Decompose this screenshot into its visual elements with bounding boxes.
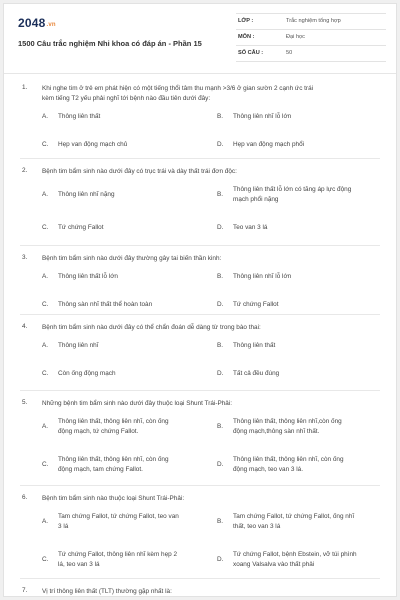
option-letter: A. (42, 518, 49, 525)
option-letter: B. (217, 273, 224, 280)
option-text-line: lá, teo van 3 lá (58, 561, 100, 568)
option-text (58, 341, 208, 351)
option-text (58, 550, 208, 570)
question-number: 4. (22, 323, 28, 330)
option-letter: C. (42, 556, 49, 563)
option-text (58, 417, 208, 437)
answer-option[interactable] (42, 455, 202, 475)
logo-number: 2048 (18, 16, 46, 30)
option-text-line: Hẹp van động mạch phổi (233, 141, 305, 148)
option-letter: C. (42, 141, 49, 148)
answer-option[interactable] (42, 369, 202, 379)
answer-option[interactable] (217, 140, 377, 150)
question-number: 3. (22, 254, 28, 261)
option-text-line: thất, teo van 3 lá (233, 523, 281, 530)
option-text-line: Thông liên thất (58, 113, 101, 120)
option-text-line: mạch phổi nặng (233, 196, 279, 203)
option-letter: B. (217, 113, 224, 120)
option-letter: D. (217, 224, 224, 231)
question-item (4, 587, 396, 597)
document-title: 1500 Câu trắc nghiệm Nhi khoa có đáp án - Phần 15 (18, 39, 202, 48)
option-text-line: Thông liên thất (233, 342, 276, 349)
option-letter: A. (42, 423, 49, 430)
option-text-line: Thông liên nhĩ lỗ lớn (233, 113, 292, 120)
option-text-line: Tam chứng Fallot, tứ chứng Fallot, ống nhĩ (233, 513, 355, 520)
question-item (4, 167, 396, 231)
option-text (233, 550, 383, 570)
option-text (58, 190, 208, 200)
answer-option[interactable] (42, 185, 202, 205)
option-text-line: động mạch,thông sàn nhĩ thất. (233, 428, 320, 435)
option-letter: B. (217, 423, 224, 430)
answer-option[interactable] (42, 341, 202, 351)
option-letter: A. (42, 342, 49, 349)
meta-value: Trắc nghiệm tổng hợp (286, 18, 341, 24)
question-text (42, 399, 380, 409)
option-text-line: Thông liên thất lỗ lớn có tăng áp lực động (233, 186, 352, 193)
option-text-line: Thông liên thất lỗ lớn (58, 273, 118, 280)
option-text-line: Thông liên nhĩ lỗ lớn (233, 273, 292, 280)
option-text (233, 223, 383, 233)
option-letter: B. (217, 518, 224, 525)
answer-option[interactable] (217, 417, 377, 437)
question-text (42, 323, 380, 333)
answer-option[interactable] (42, 300, 202, 310)
option-text (58, 300, 208, 310)
option-text (233, 300, 383, 310)
option-text-line: Tất cả đều đúng (233, 370, 280, 377)
option-text (58, 140, 208, 150)
answer-option[interactable] (42, 272, 202, 282)
option-text-line: động mạch, tam chứng Fallot. (58, 466, 143, 473)
answer-option[interactable] (217, 223, 377, 233)
option-text (233, 369, 383, 379)
option-text (233, 512, 383, 532)
option-text (58, 455, 208, 475)
answer-option[interactable] (42, 550, 202, 570)
option-text (58, 272, 208, 282)
question-number: 1. (22, 84, 28, 91)
question-item (4, 254, 396, 308)
question-number: 5. (22, 399, 28, 406)
question-number: 2. (22, 167, 28, 174)
option-text-line: Thông liên thất, thông liên nhĩ, còn ống (58, 456, 169, 463)
question-text-line: kèm tiếng T2 yếu phải nghĩ tới bệnh nào đầu tiên dưới đây: (42, 95, 211, 102)
question-divider (20, 390, 380, 391)
option-text-line: Teo van 3 lá (233, 224, 268, 231)
option-text (58, 369, 208, 379)
question-item (4, 494, 396, 568)
answer-option[interactable] (217, 369, 377, 379)
question-number: 6. (22, 494, 28, 501)
question-item (4, 323, 396, 377)
option-text-line: Còn ống động mạch (58, 370, 116, 377)
answer-option[interactable] (42, 223, 202, 233)
option-text-line: Tứ chứng Fallot, thông liên nhĩ kèm hẹp 2 (58, 551, 178, 558)
option-text (233, 341, 383, 351)
answer-option[interactable] (217, 455, 377, 475)
option-text (58, 112, 208, 122)
option-text-line: Thông liên nhĩ (58, 342, 99, 349)
option-text-line: xoang Valsalva vào thất phải (233, 561, 315, 568)
header-divider (4, 73, 396, 74)
answer-option[interactable] (42, 417, 202, 437)
meta-label: SỐ CÂU : (238, 50, 264, 56)
question-text-line: Bệnh tim bẩm sinh nào dưới đây có thể chẩn đoán dễ dàng từ trong bào thai: (42, 324, 261, 331)
question-text-line: Khi nghe tim ở trẻ em phát hiện có một tiếng thổi tâm thu mạnh >3/6 ở gian sườn 2 cạnh ức trái (42, 85, 314, 92)
site-logo[interactable] (18, 16, 56, 30)
option-text-line: Tứ chứng Fallot (58, 224, 104, 231)
option-letter: A. (42, 273, 49, 280)
option-letter: D. (217, 141, 224, 148)
option-text-line: 3 lá (58, 523, 69, 530)
answer-option[interactable] (217, 300, 377, 310)
meta-row-class (236, 13, 386, 30)
option-letter: D. (217, 301, 224, 308)
question-text (42, 494, 380, 504)
meta-label: MÔN : (238, 34, 255, 40)
question-item (4, 84, 396, 148)
question-text (42, 84, 380, 104)
answer-option[interactable] (217, 272, 377, 282)
option-text-line: Thông liên thất, thông liên nhĩ,còn ống (233, 418, 342, 425)
answer-option[interactable] (42, 140, 202, 150)
option-text (233, 185, 383, 205)
answer-option[interactable] (217, 512, 377, 532)
option-text-line: Hẹp van động mạch chủ (58, 141, 128, 148)
question-divider (20, 314, 380, 315)
answer-option[interactable] (42, 112, 202, 122)
option-text (233, 272, 383, 282)
meta-table (236, 13, 386, 62)
answer-option[interactable] (217, 550, 377, 570)
question-text-line: Những bệnh tim bẩm sinh nào dưới đây thuộc loại Shunt Trái-Phải: (42, 400, 233, 407)
option-letter: D. (217, 461, 224, 468)
question-item (4, 399, 396, 473)
option-text-line: Tam chứng Fallot, tứ chứng Fallot, teo van (58, 513, 179, 520)
option-letter: D. (217, 370, 224, 377)
question-text-line: Vị trí thông liên thất (TLT) thường gặp nhất là: (42, 588, 172, 595)
option-letter: A. (42, 191, 49, 198)
question-text (42, 167, 380, 177)
option-text (233, 455, 383, 475)
question-divider (20, 158, 380, 159)
meta-row-subject (236, 30, 386, 46)
question-text (42, 587, 380, 597)
meta-row-count (236, 46, 386, 62)
question-text-line: Bệnh tim bẩm sinh nào dưới đây có trục trái và dày thất trái đơn độc: (42, 168, 237, 175)
question-divider (20, 485, 380, 486)
option-text (233, 112, 383, 122)
question-text (42, 254, 380, 264)
document-page (3, 3, 397, 597)
option-letter: C. (42, 224, 49, 231)
meta-value: 50 (286, 50, 293, 56)
option-letter: C. (42, 461, 49, 468)
option-letter: D. (217, 556, 224, 563)
option-text-line: động mạch, teo van 3 lá. (233, 466, 303, 473)
option-letter: B. (217, 342, 224, 349)
option-letter: B. (217, 191, 224, 198)
question-number: 7. (22, 587, 28, 594)
option-text-line: Thông liên thất, thông liên nhĩ, còn ống (233, 456, 344, 463)
question-text-line: Bệnh tim bẩm sinh nào dưới đây thường gây tai biến thần kinh: (42, 255, 222, 262)
answer-option[interactable] (217, 112, 377, 122)
option-text-line: động mạch, tứ chứng Fallot. (58, 428, 139, 435)
option-letter: A. (42, 113, 49, 120)
answer-option[interactable] (217, 185, 377, 205)
option-text-line: Tứ chứng Fallot, bệnh Ebstein, vỡ túi phình (233, 551, 357, 558)
option-text (58, 223, 208, 233)
question-divider (20, 578, 380, 579)
option-text-line: Tứ chứng Fallot (233, 301, 279, 308)
document-header (4, 4, 396, 70)
option-text-line: Thông liên nhĩ nặng (58, 191, 115, 198)
option-text (233, 140, 383, 150)
option-text (58, 512, 208, 532)
logo-suffix: .vn (46, 22, 56, 28)
option-letter: C. (42, 301, 49, 308)
answer-option[interactable] (42, 512, 202, 532)
option-text-line: Thông liên thất, thông liên nhĩ, còn ống (58, 418, 169, 425)
option-letter: C. (42, 370, 49, 377)
question-divider (20, 245, 380, 246)
option-text-line: Thông sàn nhĩ thất thể hoàn toàn (58, 301, 153, 308)
meta-label: LỚP : (238, 18, 254, 24)
answer-option[interactable] (217, 341, 377, 351)
option-text (233, 417, 383, 437)
question-text-line: Bệnh tim bẩm sinh nào thuộc loại Shunt Trái-Phải: (42, 495, 185, 502)
meta-value: Đại học (286, 34, 305, 40)
